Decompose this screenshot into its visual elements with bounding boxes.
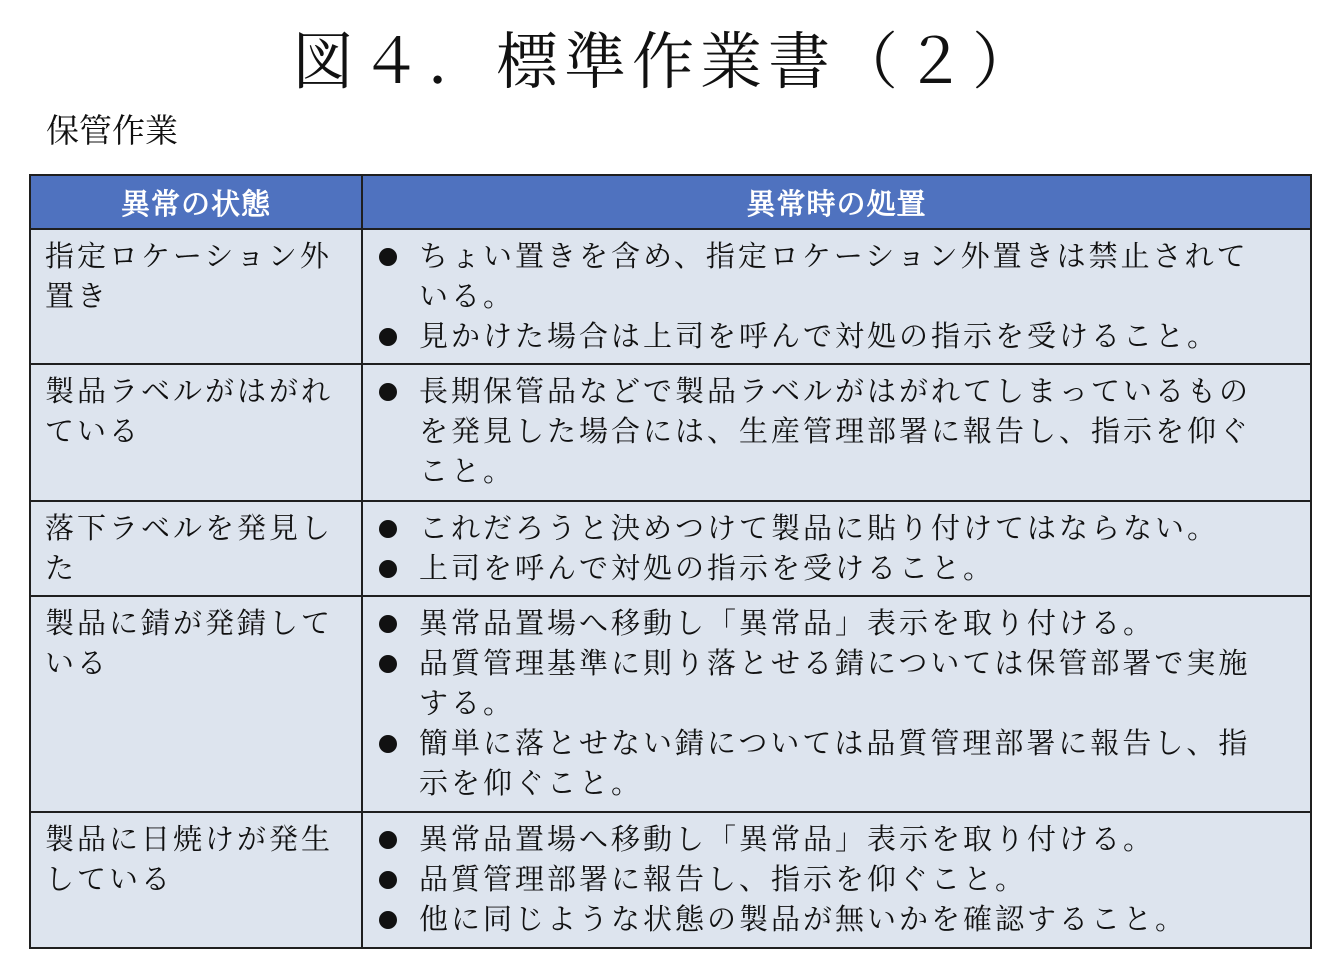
action-item [377,371,1280,491]
action-item [377,643,1280,723]
action-text: 簡単に落とせない錆については品質管理部署に報告し、指示を仰ぐこと。 [419,726,1251,800]
bullet-icon [379,560,397,578]
action-item [377,316,1280,356]
action-text: 品質管理部署に報告し、指示を仰ぐこと。 [419,862,1028,896]
table-header-row [30,175,1311,229]
action-list [377,236,1280,356]
action-item [377,899,1280,939]
condition-cell: 指定ロケーション外置き [30,229,362,364]
action-cell [362,596,1311,812]
action-list [377,508,1280,588]
condition-cell: 製品に錆が発錆している [30,596,362,812]
condition-cell: 製品ラベルがはがれている [30,364,362,501]
action-text: これだろうと決めつけて製品に貼り付けてはならない。 [419,511,1220,545]
bullet-icon [379,328,397,346]
action-cell [362,812,1311,948]
action-text: 見かけた場合は上司を呼んで対処の指示を受けること。 [419,319,1220,353]
action-text: ちょい置きを含め、指定ロケーション外置きは禁止されている。 [419,239,1249,313]
header-condition: 異常の状態 [30,175,362,229]
section-subtitle: 保管作業 [46,111,178,150]
action-item [377,819,1280,859]
table-row [30,229,1311,364]
action-list [377,603,1280,803]
condition-cell: 落下ラベルを発見した [30,501,362,596]
condition-cell: 製品に日焼けが発生している [30,812,362,948]
bullet-icon [379,911,397,929]
action-text: 他に同じような状態の製品が無いかを確認すること。 [419,902,1188,936]
action-cell [362,229,1311,364]
action-list [377,371,1280,491]
action-text: 品質管理基準に則り落とせる錆については保管部署で実施する。 [419,646,1251,720]
bullet-icon [379,871,397,889]
bullet-icon [379,248,397,266]
action-item [377,236,1280,316]
action-item [377,508,1280,548]
action-item [377,603,1280,643]
action-text: 異常品置場へ移動し「異常品」表示を取り付ける。 [419,822,1156,856]
table-row [30,812,1311,948]
action-text: 長期保管品などで製品ラベルがはがれてしまっているものを発見した場合には、生産管理部署に報告し、指示を仰ぐこと。 [419,374,1252,488]
bullet-icon [379,520,397,538]
action-list [377,819,1280,939]
bullet-icon [379,615,397,633]
action-item [377,859,1280,899]
action-cell [362,364,1311,501]
bullet-icon [379,735,397,753]
bullet-icon [379,655,397,673]
table-row [30,596,1311,812]
action-item [377,548,1280,588]
sop-table [29,174,1312,949]
bullet-icon [379,831,397,849]
action-text: 上司を呼んで対処の指示を受けること。 [419,551,996,585]
table-row [30,364,1311,501]
header-action: 異常時の処置 [362,175,1311,229]
table-row [30,501,1311,596]
action-cell [362,501,1311,596]
action-item [377,723,1280,803]
action-text: 異常品置場へ移動し「異常品」表示を取り付ける。 [419,606,1156,640]
bullet-icon [379,383,397,401]
page-title: 図４．標準作業書（２） [291,25,1040,98]
